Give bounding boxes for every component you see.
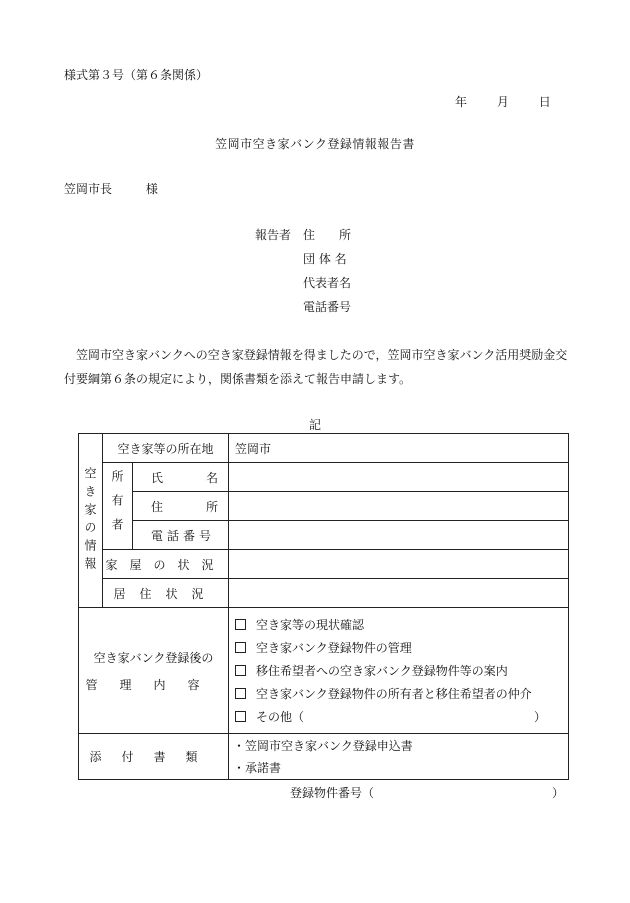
attachments-label: 添付書類 <box>89 750 218 764</box>
section-label-cell <box>79 434 103 608</box>
other-close-paren: ） <box>534 710 547 724</box>
attachments-label-cell <box>79 734 229 780</box>
house-condition-label: 家屋の状況 <box>105 557 226 572</box>
management-option-row[interactable] <box>235 659 568 682</box>
owner-name-label: 氏 名 <box>151 470 219 485</box>
location-value: 笠岡市 <box>235 441 272 456</box>
option-label: 空き家等の現状確認 <box>256 618 365 632</box>
management-label-line2: 管理内容 <box>85 677 222 692</box>
option-label: その他（ <box>256 710 305 724</box>
management-option-row[interactable] <box>235 636 568 659</box>
attachment-item: ・承諾書 <box>233 760 282 775</box>
house-condition-value[interactable] <box>229 550 569 579</box>
addressee-name: 笠岡市長 <box>64 182 113 196</box>
management-option-row[interactable] <box>235 613 568 636</box>
owner-address-value[interactable] <box>229 492 569 521</box>
date-year: 年 <box>455 95 468 109</box>
option-label: 移住希望者への空き家バンク登録物件等の案内 <box>256 664 508 678</box>
location-label-cell <box>103 434 229 463</box>
residence-label: 居住状況 <box>113 586 218 601</box>
owner-phone-label: 電話番号 <box>151 528 216 543</box>
management-option-row[interactable] <box>235 682 568 705</box>
attachment-item: ・笠岡市空き家バンク登録申込書 <box>233 738 413 753</box>
location-label: 空き家等の所在地 <box>117 441 214 456</box>
management-label-cell <box>79 608 229 734</box>
checkbox-status-check[interactable] <box>235 619 246 630</box>
residence-value[interactable] <box>229 579 569 608</box>
owner-address-label: 住 所 <box>151 499 219 514</box>
registration-number-line <box>290 784 564 801</box>
owner-phone-label-cell <box>133 521 229 550</box>
reporter-address: 住 所 <box>303 228 352 242</box>
addressee-honorific: 様 <box>145 182 158 196</box>
owner-name-label-cell <box>133 463 229 492</box>
attachments-cell <box>229 734 569 780</box>
reporter-representative: 代表者名 <box>303 276 352 290</box>
info-table <box>78 433 569 780</box>
owner-phone-value[interactable] <box>229 521 569 550</box>
section-label: 空き家の情報 <box>83 466 97 575</box>
management-options-cell <box>229 608 569 734</box>
owner-address-label-cell <box>133 492 229 521</box>
date-line <box>455 93 577 110</box>
location-value-cell <box>229 434 569 463</box>
checkbox-mediation[interactable] <box>235 688 246 699</box>
management-label-line1: 空き家バンク登録後の <box>93 650 214 665</box>
body-text: 笠岡市空き家バンクへの空き家登録情報を得ましたので，笠岡市空き家バンク活用奨励金交付要綱第６条の規定により，関係書類を添えて報告申請します。 <box>64 348 568 386</box>
house-condition-label-cell <box>103 550 229 579</box>
ki-heading: 記 <box>308 418 321 432</box>
checkbox-guidance[interactable] <box>235 665 246 676</box>
checkbox-other[interactable] <box>235 711 246 722</box>
date-day: 日 <box>538 95 551 109</box>
checkbox-property-management[interactable] <box>235 642 246 653</box>
owner-name-value[interactable] <box>229 463 569 492</box>
registration-label: 登録物件番号（ <box>290 786 375 800</box>
residence-label-cell <box>103 579 229 608</box>
option-label: 空き家バンク登録物件の所有者と移住希望者の仲介 <box>256 687 532 701</box>
owner-label: 所有者 <box>110 470 124 542</box>
date-month: 月 <box>496 95 509 109</box>
registration-close-paren: ） <box>552 786 565 800</box>
reporter-phone: 電話番号 <box>303 300 352 314</box>
form-number: 様式第３号（第６条関係） <box>64 68 209 82</box>
addressee <box>64 180 158 197</box>
page-title: 笠岡市空き家バンク登録情報報告書 <box>215 137 415 151</box>
option-label: 空き家バンク登録物件の管理 <box>256 641 412 655</box>
owner-label-cell <box>103 463 133 550</box>
reporter-label: 報告者 <box>255 228 292 242</box>
reporter-group-name: 団 体 名 <box>303 252 347 266</box>
management-option-row[interactable] <box>235 705 568 728</box>
